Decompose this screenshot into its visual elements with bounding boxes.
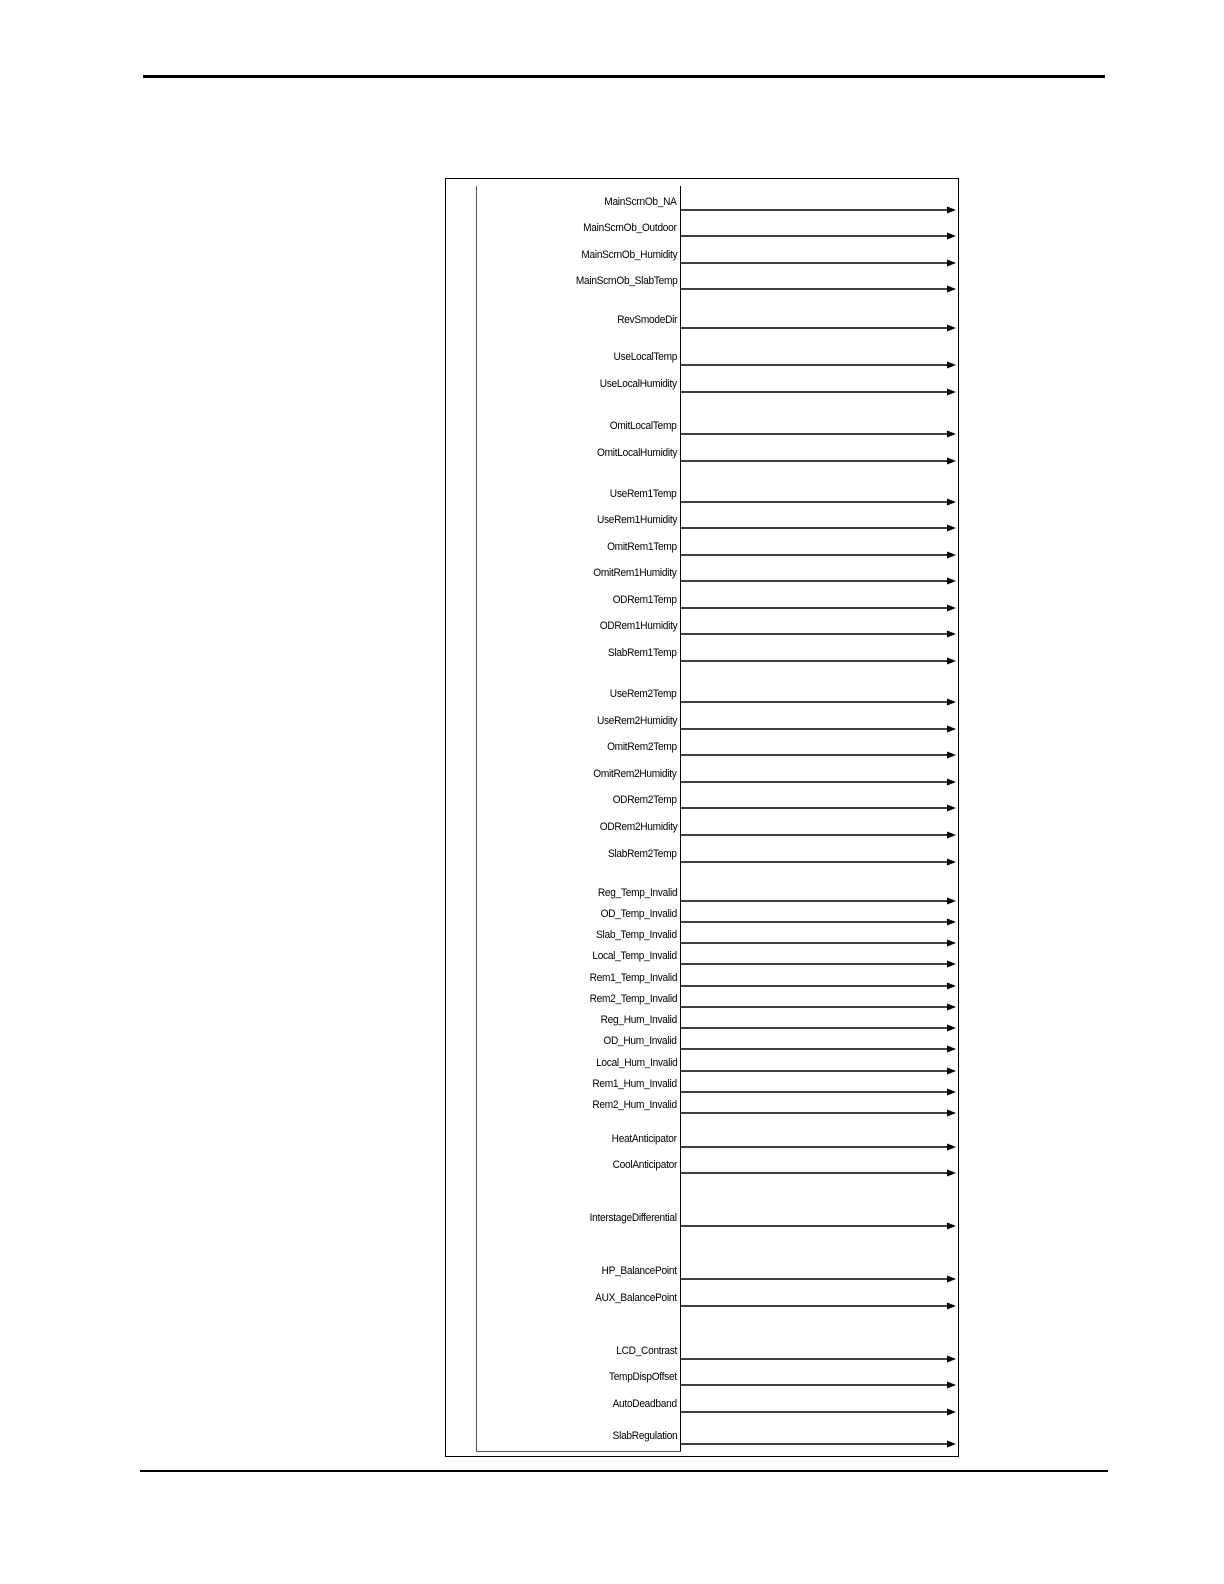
output-pin-label: HP_BalancePoint — [601, 1265, 677, 1277]
output-pin-arrow — [681, 1086, 956, 1098]
output-pin-label: Local_Temp_Invalid — [592, 950, 677, 962]
output-pin-label: HeatAnticipator — [611, 1133, 677, 1145]
output-pin-label: SlabRem2Temp — [608, 848, 677, 860]
function-block-left-edge — [476, 186, 477, 1452]
output-pin-label: UseRem1Temp — [610, 488, 677, 500]
output-pin-arrow — [681, 1043, 956, 1055]
output-pin-arrow — [681, 1022, 956, 1034]
output-pin-label: Rem2_Temp_Invalid — [589, 993, 677, 1005]
output-pin-label: UseLocalTemp — [613, 351, 677, 363]
output-pin-arrow — [681, 916, 956, 928]
output-pin-label: Local_Hum_Invalid — [595, 1057, 677, 1069]
output-pin-label: Reg_Temp_Invalid — [597, 887, 677, 899]
output-pin-arrow — [681, 655, 956, 667]
output-pin-arrow — [681, 1273, 956, 1285]
output-pin-arrow — [681, 204, 956, 216]
output-pin-arrow — [681, 958, 956, 970]
output-pin-label: SlabRem1Temp — [608, 647, 677, 659]
output-pin-label: OmitRem2Temp — [607, 741, 677, 753]
output-pin-arrow — [681, 230, 956, 242]
output-pin-arrow — [681, 1406, 956, 1418]
output-pin-label: ODRem2Humidity — [599, 821, 677, 833]
output-pin-arrow — [681, 386, 956, 398]
output-pin-arrow — [681, 895, 956, 907]
header-rule — [143, 75, 1105, 78]
output-pin-label: OmitLocalHumidity — [596, 447, 677, 459]
output-pin-label: Rem1_Hum_Invalid — [592, 1078, 677, 1090]
output-pin-arrow — [681, 856, 956, 868]
output-pin-arrow — [681, 455, 956, 467]
output-pin-arrow — [681, 1141, 956, 1153]
output-pin-arrow — [681, 1379, 956, 1391]
output-pin-arrow — [681, 283, 956, 295]
output-pin-label: OmitRem2Humidity — [593, 768, 677, 780]
output-pin-arrow — [681, 829, 956, 841]
output-pin-label: InterstageDifferential — [589, 1212, 677, 1224]
output-pin-label: CoolAnticipator — [612, 1159, 677, 1171]
output-pin-label: Rem1_Temp_Invalid — [589, 972, 677, 984]
output-pin-label: UseRem2Humidity — [596, 715, 677, 727]
output-pin-label: Reg_Hum_Invalid — [600, 1014, 677, 1026]
output-pin-label: SlabRegulation — [612, 1430, 677, 1442]
output-pin-label: UseLocalHumidity — [599, 378, 677, 390]
footer-rule — [140, 1470, 1108, 1472]
output-pin-arrow — [681, 1300, 956, 1312]
output-pin-arrow — [681, 496, 956, 508]
output-pin-arrow — [681, 1438, 956, 1450]
output-pin-label: Rem2_Hum_Invalid — [592, 1099, 677, 1111]
output-pin-arrow — [681, 522, 956, 534]
output-pin-label: MainScrnOb_Outdoor — [583, 222, 677, 234]
output-pin-arrow — [681, 322, 956, 334]
output-pin-label: OmitLocalTemp — [610, 420, 677, 432]
output-pin-label: AUX_BalancePoint — [595, 1292, 677, 1304]
output-pin-arrow — [681, 1065, 956, 1077]
output-pin-arrow — [681, 257, 956, 269]
output-pin-arrow — [681, 575, 956, 587]
output-pin-label: OD_Temp_Invalid — [600, 908, 677, 920]
output-pin-arrow — [681, 428, 956, 440]
output-pin-label: LCD_Contrast — [616, 1345, 677, 1357]
output-pin-arrow — [681, 802, 956, 814]
output-pin-arrow — [681, 628, 956, 640]
output-pin-label: OD_Hum_Invalid — [603, 1035, 677, 1047]
output-pin-label: OmitRem1Humidity — [593, 567, 677, 579]
output-pin-label: MainScrnOb_Humidity — [581, 249, 677, 261]
output-pin-arrow — [681, 776, 956, 788]
output-pin-arrow — [681, 602, 956, 614]
output-pin-label: MainScrnOb_SlabTemp — [575, 275, 677, 287]
output-pin-label: ODRem1Humidity — [599, 620, 677, 632]
output-pin-arrow — [681, 723, 956, 735]
output-pin-arrow — [681, 749, 956, 761]
output-pin-arrow — [681, 980, 956, 992]
output-pin-arrow — [681, 1167, 956, 1179]
output-pin-label: ODRem2Temp — [612, 794, 677, 806]
output-pin-arrow — [681, 549, 956, 561]
function-block-bottom-edge — [476, 1451, 681, 1452]
output-pin-arrow — [681, 937, 956, 949]
output-pin-label: UseRem2Temp — [610, 688, 677, 700]
output-pin-arrow — [681, 1353, 956, 1365]
output-pin-label: ODRem1Temp — [612, 594, 677, 606]
function-block-output-edge — [680, 186, 681, 1452]
output-pin-label: OmitRem1Temp — [607, 541, 677, 553]
output-pin-arrow — [681, 696, 956, 708]
output-pin-arrow — [681, 359, 956, 371]
output-pin-label: Slab_Temp_Invalid — [596, 929, 677, 941]
output-pin-label: TempDispOffset — [609, 1371, 677, 1383]
output-pin-label: UseRem1Humidity — [596, 514, 677, 526]
output-pin-arrow — [681, 1001, 956, 1013]
output-pin-label: AutoDeadband — [612, 1398, 677, 1410]
output-pin-label: RevSmodeDir — [617, 314, 677, 326]
output-pin-arrow — [681, 1220, 956, 1232]
output-pin-label: MainScrnOb_NA — [604, 196, 677, 208]
output-pin-arrow — [681, 1107, 956, 1119]
